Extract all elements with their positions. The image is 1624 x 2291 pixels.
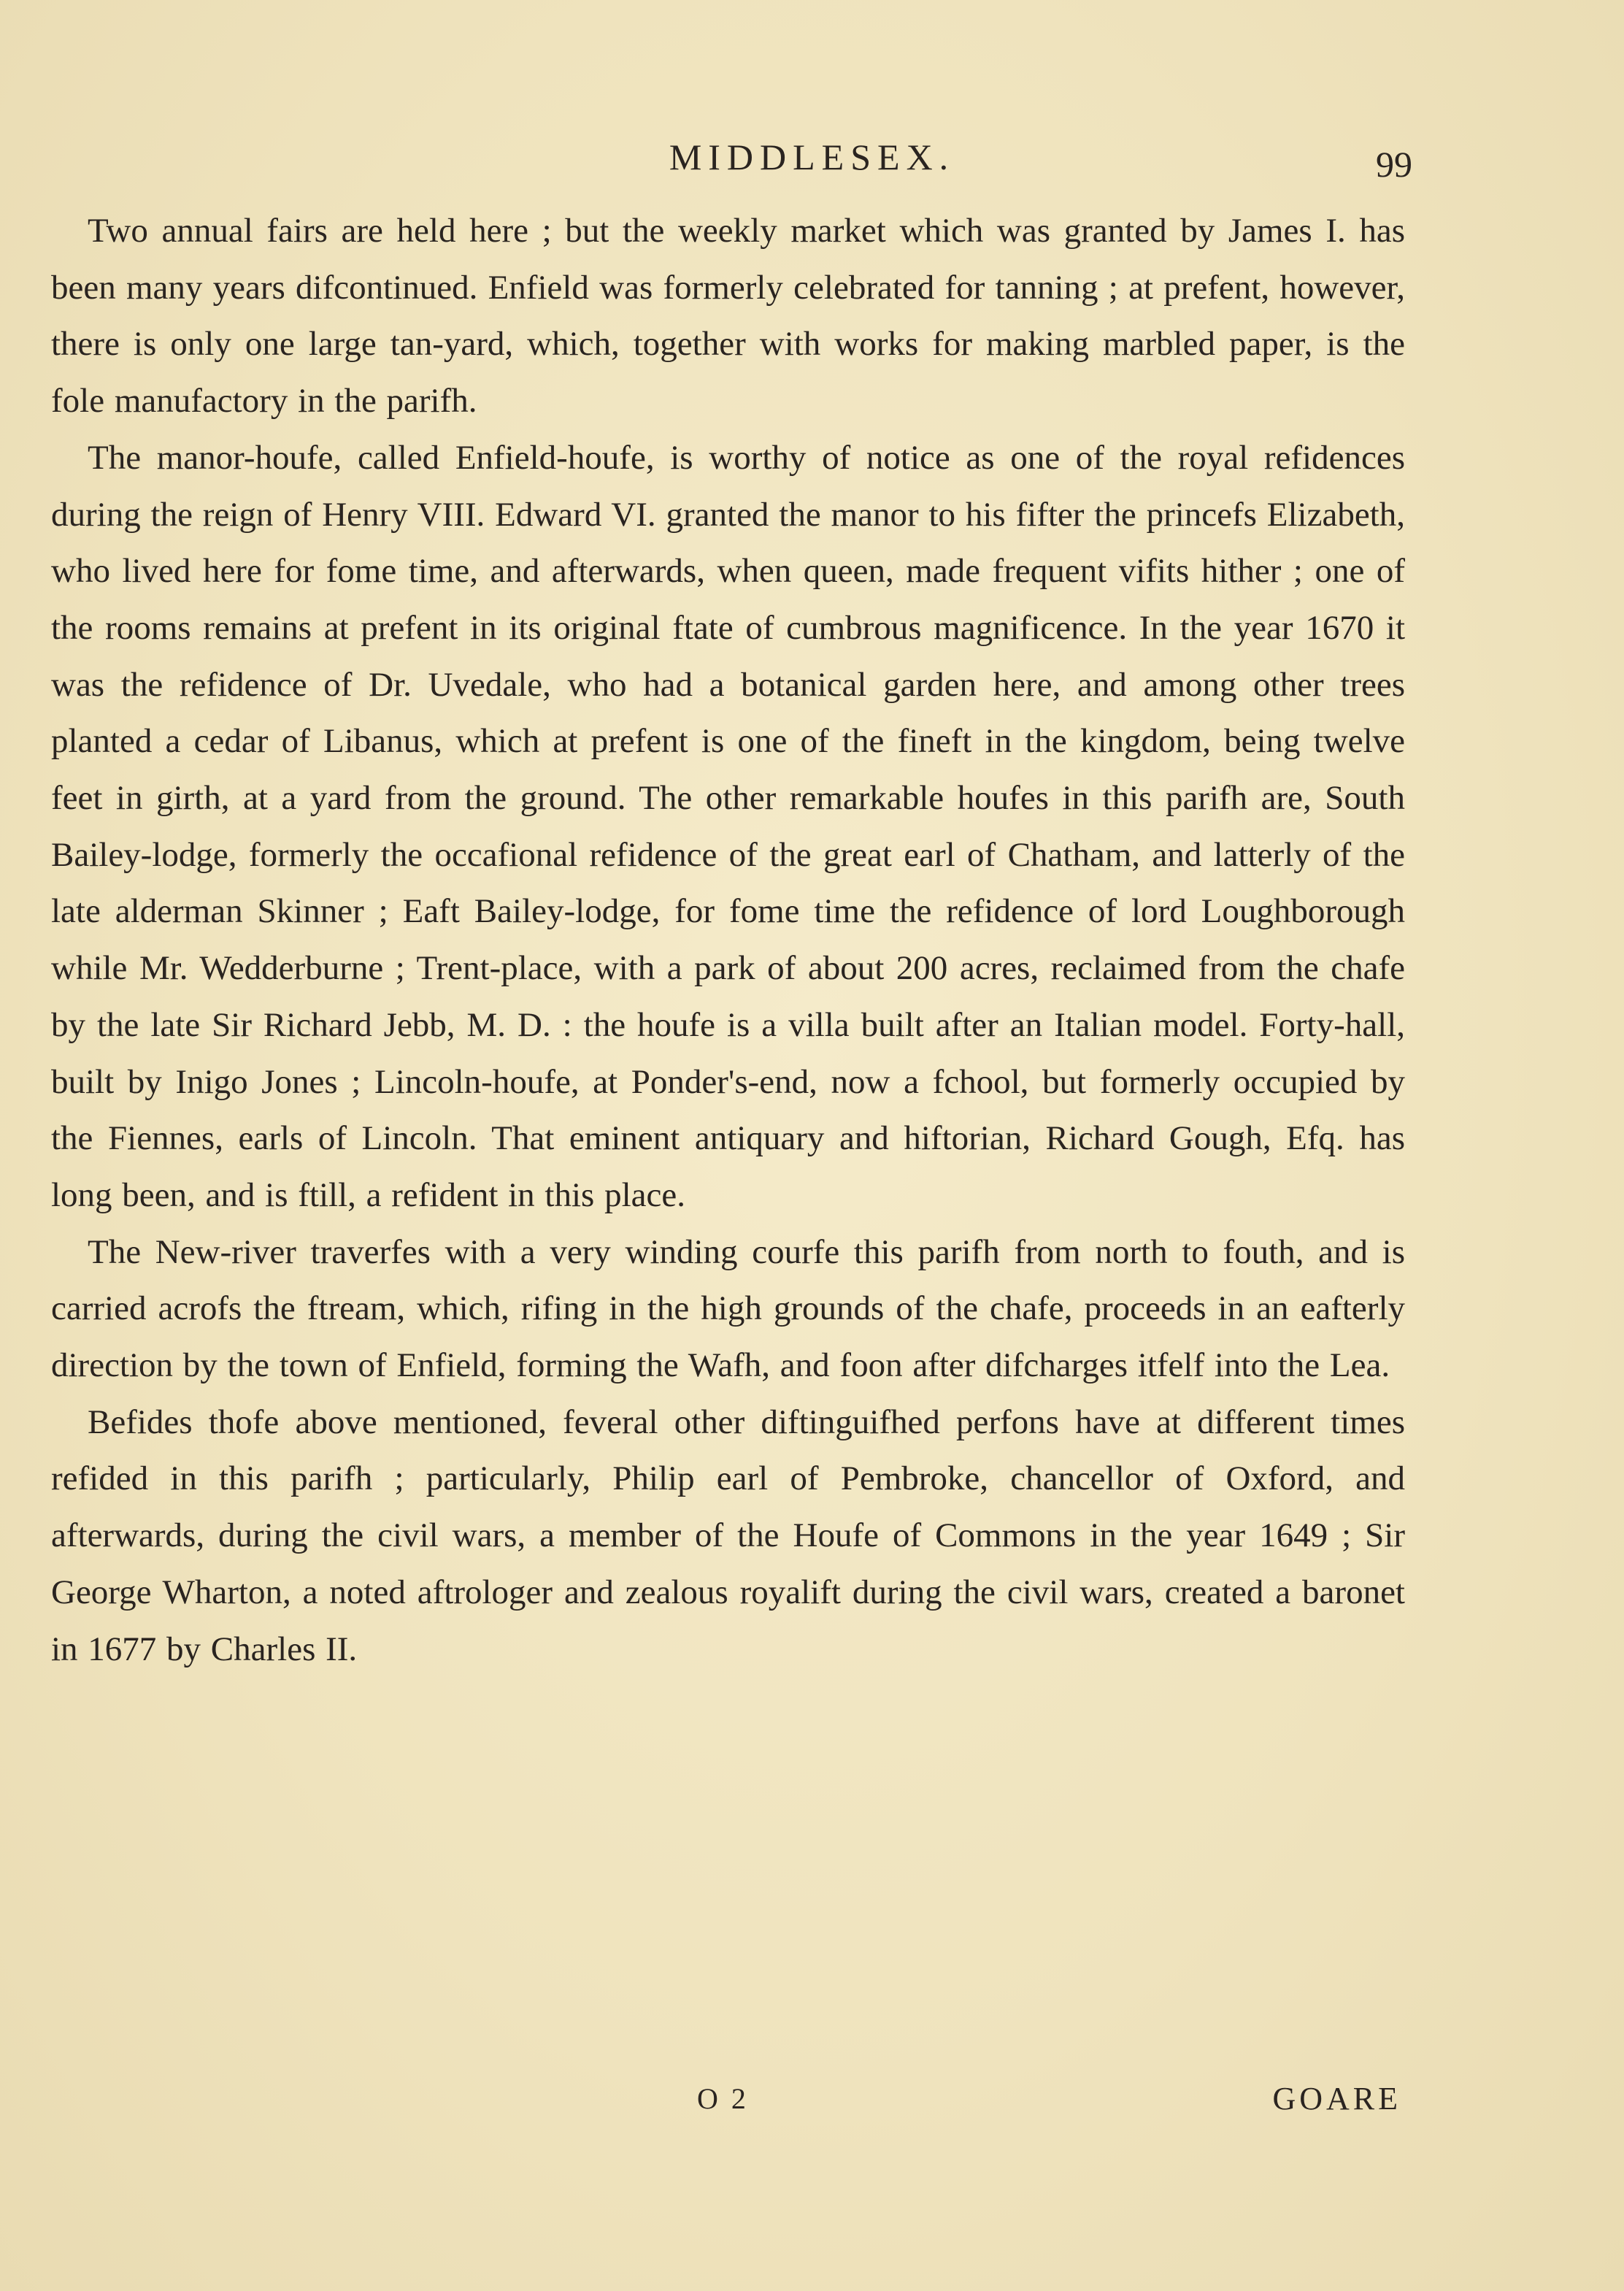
body-text [51,203,1405,1678]
signature-mark: O 2 [697,2082,749,2115]
catchword: GOARE [1272,2081,1401,2117]
paragraph-new-river: The New-river traverfes with a very winding courfe this parifh from north to fouth, and is carried acrofs the ftream, which, rifing in the high grounds of the chafe, proceeds in an eafterly direction by the town of Enfield, forming the Wafh, and foon after difcharges itfelf into the Lea. [51,1232,1405,1385]
page-header [0,131,1624,183]
paragraph-fairs-and-trade: Two annual fairs are held here ; but the weekly market which was granted by James I. has been many years difcontinued. Enfield was formerly celebrated for tanning ; at prefent, however, there is only one large tan-yard, which, together with works for making marbled paper, is the fole manufactory in the parifh. [51,212,1405,421]
page-number: 99 [1376,144,1412,185]
page-footer [0,2073,1624,2125]
paragraph-manor-house: The manor-houfe, called Enfield-houfe, is worthy of notice as one of the royal refidences during the reign of Henry VIII. Edward VI. granted the manor to his fifter the princefs Elizabeth, who lived here for fome time, and afterwards, when queen, made frequent vifits hither ; one of the rooms remains at prefent in its original ftate of cumbrous magnificence. In the year 1670 it was the refidence of Dr. Uvedale, who had a botanical garden here, and among other trees planted a cedar of Libanus, which at prefent is one of the fineft in the kingdom, being twelve feet in girth, at a yard from the ground. The other remarkable houfes in this parifh are, South Bailey-lodge, formerly the occafional refidence of the great earl of Chatham, and latterly of the late alderman Skinner ; Eaft Bailey-lodge, for fome time the refidence of lord Loughborough while Mr. Wedderburne ; Trent-place, with a park of about 200 acres, reclaimed from the chafe by the late Sir Richard Jebb, M. D. : the houfe is a villa built after an Italian model. Forty-hall, built by Inigo Jones ; Lincoln-houfe, at Ponder's-end, now a fchool, but formerly occupied by the Fiennes, earls of Lincoln. That eminent antiquary and hiftorian, Richard Gough, Efq. has long been, and is ftill, a refident in this place. [51,438,1405,1214]
running-title: MIDDLESEX. [669,137,955,177]
paragraph-distinguished-residents: Befides thofe above mentioned, feveral other diftinguifhed perfons have at different times refided in this parifh ; particularly, Philip earl of Pembroke, chancellor of Oxford, and afterwards, during the civil wars, a member of the Houfe of Commons in the year 1649 ; Sir George Wharton, a noted aftrologer and zealous royalift during the civil wars, created a baronet in 1677 by Charles II. [51,1402,1405,1668]
